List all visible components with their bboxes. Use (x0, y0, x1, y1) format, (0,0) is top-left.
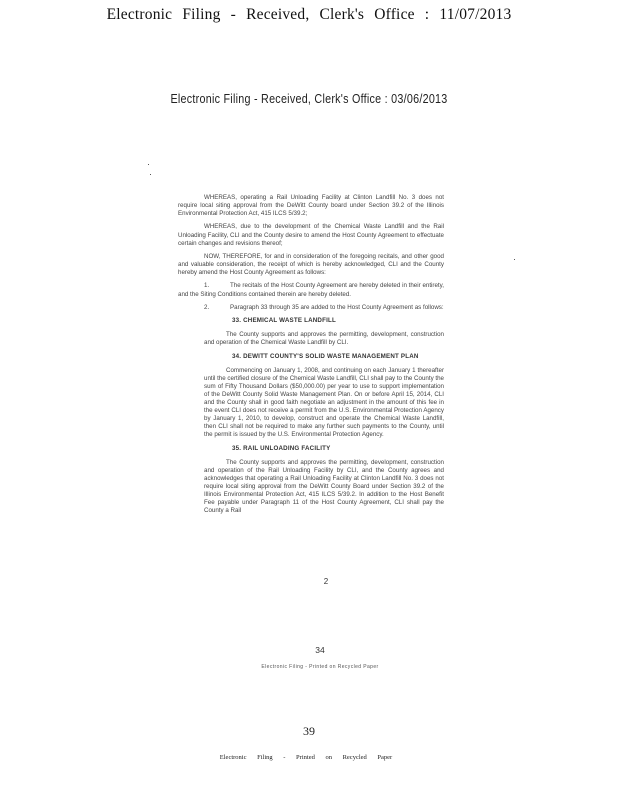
scan-speck (514, 259, 515, 260)
item-text: Paragraph 33 through 35 are added to the Host County Agreement as follows: (230, 303, 444, 311)
inner-page-number: 2 (323, 577, 329, 586)
outer-filing-stamp: Electronic Filing - Received, Clerk's Office : 11/07/2013 (106, 6, 512, 23)
inner-recycled-footer: Electronic Filing - Printed on Recycled Paper (261, 664, 379, 670)
scan-speck (148, 164, 149, 165)
agreement-body (178, 194, 444, 521)
section-35-text: The County supports and approves the permitting, development, construction and operation of the Rail Unloading Facility by CLI, and the County agrees and acknowledges that operating a Rail Unloading Facility at Clinton Landfill No. 3 does not require local siting approval from the DeWitt County Board under Section 39.2 of the Illinois Environmental Protection Act, 415 ILCS 5/39.2. In addition to the Host Benefit Fee payable under Paragraph 11 of the Host County Agreement, CLI shall pay the County a Rail (204, 458, 444, 515)
numbered-item-2 (178, 304, 444, 312)
mid-page-number: 34 (315, 645, 325, 655)
outer-page-number: 39 (303, 724, 315, 738)
section-34-text: Commencing on January 1, 2008, and continuing on each January 1 thereafter until the certified closure of the Chemical Waste Landfill, CLI shall pay to the County the sum of Fifty Thousand Dollars ($50,000.00) per year to use to support implementation of the DeWitt County Solid Waste Management Plan. On or before April 15, 2014, CLI and the County shall in good faith negotiate an adjustment in the amount of this fee in the event CLI does not receive a permit from the U.S. Environmental Protection Agency by January 1, 2010, to develop, construct and operate the Chemical Waste Landfill, then CLI shall not be required to make any further such payments to the County, until the permit is issued by the U.S. Environmental Protection Agency. (204, 366, 444, 439)
inner-filing-stamp: Electronic Filing - Received, Clerk's Office : 03/06/2013 (170, 92, 448, 106)
item-number: 1. (204, 282, 210, 290)
section-34-heading: 34. DEWITT COUNTY'S SOLID WASTE MANAGEMENT PLAN (232, 352, 419, 360)
section-35-heading: 35. RAIL UNLOADING FACILITY (232, 444, 331, 452)
now-therefore-paragraph: NOW, THEREFORE, for and in consideration of the foregoing recitals, and other good and valuable consideration, the receipt of which is hereby acknowledged, CLI and the County hereby amend the Host County Agreement as follows: (178, 252, 444, 277)
scan-speck (150, 174, 151, 175)
numbered-item-1 (178, 282, 444, 298)
whereas-paragraph-1: WHEREAS, operating a Rail Unloading Facility at Clinton Landfill No. 3 does not require local siting approval from the DeWitt County board under Section 39.2 of the Illinois Environmental Protection Act, 415 ILCS 5/39.2; (178, 194, 444, 218)
item-text: The recitals of the Host County Agreement are hereby deleted in their entirety, and the Siting Conditions contained therein are hereby deleted. (178, 282, 444, 298)
outer-recycled-footer: Electronic Filing - Printed on Recycled Paper (219, 754, 393, 761)
section-33-heading: 33. CHEMICAL WASTE LANDFILL (232, 317, 336, 325)
whereas-paragraph-2: WHEREAS, due to the development of the Chemical Waste Landfill and the Rail Unloading Facility, CLI and the County desire to amend the Host County Agreement to effectuate certain changes and revisions thereof; (178, 223, 444, 247)
item-number: 2. (204, 303, 210, 311)
section-33-text: The County supports and approves the permitting, development, construction and operation of the Chemical Waste Landfill by CLI. (204, 331, 444, 347)
